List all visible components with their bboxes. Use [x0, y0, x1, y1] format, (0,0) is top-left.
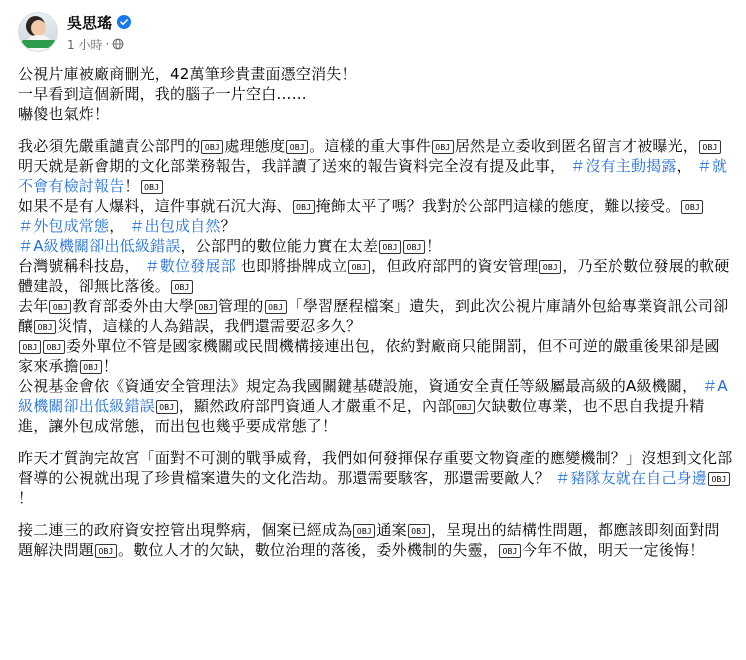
post-paragraph: [18, 520, 734, 560]
text-segment: 管理的: [218, 297, 264, 315]
post-line: [18, 104, 734, 124]
text-segment: ！: [102, 357, 119, 375]
author-name[interactable]: 吳思瑤: [67, 13, 113, 32]
missing-emoji-icon: OBJ: [403, 240, 425, 254]
text-segment: 。數位人才的欠缺，數位治理的落後，委外機制的失靈，: [118, 541, 499, 559]
text-segment: 教育部委外由大學: [72, 297, 195, 315]
author-avatar[interactable]: [18, 12, 58, 52]
missing-emoji-icon: OBJ: [293, 200, 315, 214]
post-line: [18, 520, 734, 560]
text-segment: 明天就是新會期的文化部業務報告，我詳讀了送來的報告資料完全沒有提及此事，: [18, 157, 571, 175]
text-segment: ，: [109, 217, 130, 235]
post-line: [18, 136, 734, 196]
missing-emoji-icon: OBJ: [379, 240, 401, 254]
text-segment: 欠缺數位專業，也不思自我提升精進，讓外包成常態，而出包也幾乎要成常態了！: [18, 397, 705, 435]
missing-emoji-icon: OBJ: [43, 340, 65, 354]
missing-emoji-icon: OBJ: [539, 260, 561, 274]
text-segment: 今年不做，明天一定後悔！: [522, 541, 705, 559]
text-segment: 昨天才質詢完故宮「面對不可測的戰爭威脅，我們如何發揮保存重要文物資產的應變機制？」沒想到文化部督導的公視就出現了珍貴檔案遺失的文化浩劫。那還需要駭客，那還需要敵人？: [18, 449, 733, 487]
missing-emoji-icon: OBJ: [80, 360, 102, 374]
missing-emoji-icon: OBJ: [171, 280, 193, 294]
hashtag-link[interactable]: ＃數位發展部: [144, 257, 236, 275]
avatar-face: [31, 20, 46, 36]
text-segment: 通案: [376, 521, 407, 539]
post-paragraph: [18, 136, 734, 436]
text-segment: ，但政府部門的資安管理: [371, 257, 539, 275]
missing-emoji-icon: OBJ: [348, 260, 370, 274]
text-segment: ，公部門的數位能力實在太差: [180, 237, 379, 255]
missing-emoji-icon: OBJ: [95, 544, 117, 558]
missing-emoji-icon: OBJ: [265, 300, 287, 314]
post-paragraph: [18, 448, 734, 508]
post-meta: [67, 12, 131, 53]
missing-emoji-icon: OBJ: [286, 140, 308, 154]
meta-separator: ·: [105, 37, 110, 51]
text-segment: ，: [676, 157, 697, 175]
post-line: [18, 196, 734, 216]
text-segment: ？: [220, 217, 236, 235]
text-segment: 一早看到這個新聞，我的腦子一片空白……: [18, 85, 307, 103]
missing-emoji-icon: OBJ: [201, 140, 223, 154]
hashtag-link[interactable]: ＃豬隊友就在自己身邊: [554, 469, 707, 487]
missing-emoji-icon: OBJ: [681, 200, 703, 214]
text-segment: 公視片庫被廠商刪光，42萬筆珍貴畫面憑空消失！: [18, 65, 357, 83]
post-line: [18, 336, 734, 376]
missing-emoji-icon: OBJ: [408, 524, 430, 538]
text-segment: 公視基金會依《資通安全管理法》規定為我國關鍵基礎設施，資通安全責任等級屬最高級的A級機關，: [18, 377, 703, 395]
missing-emoji-icon: OBJ: [499, 544, 521, 558]
hashtag-link[interactable]: ＃外包成常態: [18, 217, 110, 235]
text-segment: 居然是立委收到匿名留言才被曝光，: [454, 137, 699, 155]
text-segment: 去年: [18, 297, 49, 315]
post-header: [18, 6, 734, 58]
text-segment: 委外單位不管是國家機關或民間機構接連出包，依約對廠商只能開罰，但不可逆的嚴重後果卻是國家來承擔: [18, 337, 720, 375]
text-segment: 也即將掛牌成立: [235, 257, 348, 275]
missing-emoji-icon: OBJ: [34, 320, 56, 334]
post-line: [18, 256, 734, 296]
text-segment: 「學習歷程檔案」遺失，到此次公視片庫請外包給專業資訊公司卻釀: [18, 297, 729, 335]
text-segment: ，乃至於數位發展的軟硬體建設，卻無比落後。: [18, 257, 730, 295]
hashtag-link[interactable]: ＃出包成自然: [129, 217, 221, 235]
missing-emoji-icon: OBJ: [699, 140, 721, 154]
text-segment: 處理態度: [224, 137, 286, 155]
text-segment: ！: [18, 489, 34, 507]
missing-emoji-icon: OBJ: [195, 300, 217, 314]
missing-emoji-icon: OBJ: [156, 400, 178, 414]
text-segment: ，呈現出的結構性問題，都應該即刻面對問題解決問題: [18, 521, 720, 559]
hashtag-link[interactable]: ＃就不會有檢討報告: [18, 157, 728, 195]
missing-emoji-icon: OBJ: [432, 140, 454, 154]
text-segment: 災情，這樣的人為錯誤，我們還需要忍多久？: [57, 317, 362, 335]
text-segment: 台灣號稱科技島，: [18, 257, 145, 275]
post-line: [18, 64, 734, 84]
missing-emoji-icon: OBJ: [49, 300, 71, 314]
post-line: [18, 236, 734, 256]
text-segment: ！: [426, 237, 442, 255]
text-segment: 掩飾太平了嗎？我對於公部門這樣的態度，難以接受。: [315, 197, 681, 215]
missing-emoji-icon: OBJ: [19, 340, 41, 354]
post-line: [18, 296, 734, 336]
text-segment: 如果不是有人爆料，這件事就石沉大海、: [18, 197, 292, 215]
post-line: [18, 376, 734, 436]
post-paragraph: [18, 64, 734, 124]
globe-icon[interactable]: [112, 38, 124, 50]
text-segment: 。這樣的重大事件: [309, 137, 431, 155]
missing-emoji-icon: OBJ: [708, 472, 730, 486]
post-line: [18, 84, 734, 104]
post-line: [18, 216, 734, 236]
missing-emoji-icon: OBJ: [353, 524, 375, 538]
text-segment: ，顯然政府部門資通人才嚴重不足，內部: [178, 397, 453, 415]
verified-badge-icon: [117, 15, 131, 29]
hashtag-link[interactable]: ＃A級機關卻出低級錯誤: [18, 377, 728, 415]
post-timestamp[interactable]: 1 小時: [67, 37, 103, 52]
hashtag-link[interactable]: ＃A級機關卻出低級錯誤: [18, 237, 181, 255]
text-segment: 嚇傻也氣炸！: [18, 105, 110, 123]
missing-emoji-icon: OBJ: [141, 180, 163, 194]
text-segment: 我必須先嚴重譴責公部門的: [18, 137, 201, 155]
post-body: [18, 58, 734, 560]
text-segment: ！: [124, 177, 140, 195]
avatar-badge: [22, 40, 56, 48]
post-subline: [67, 36, 131, 53]
author-name-row: [67, 12, 131, 33]
post-line: [18, 448, 734, 508]
text-segment: 接二連三的政府資安控管出現弊病，個案已經成為: [18, 521, 353, 539]
missing-emoji-icon: OBJ: [453, 400, 475, 414]
hashtag-link[interactable]: ＃沒有主動揭露: [570, 157, 677, 175]
